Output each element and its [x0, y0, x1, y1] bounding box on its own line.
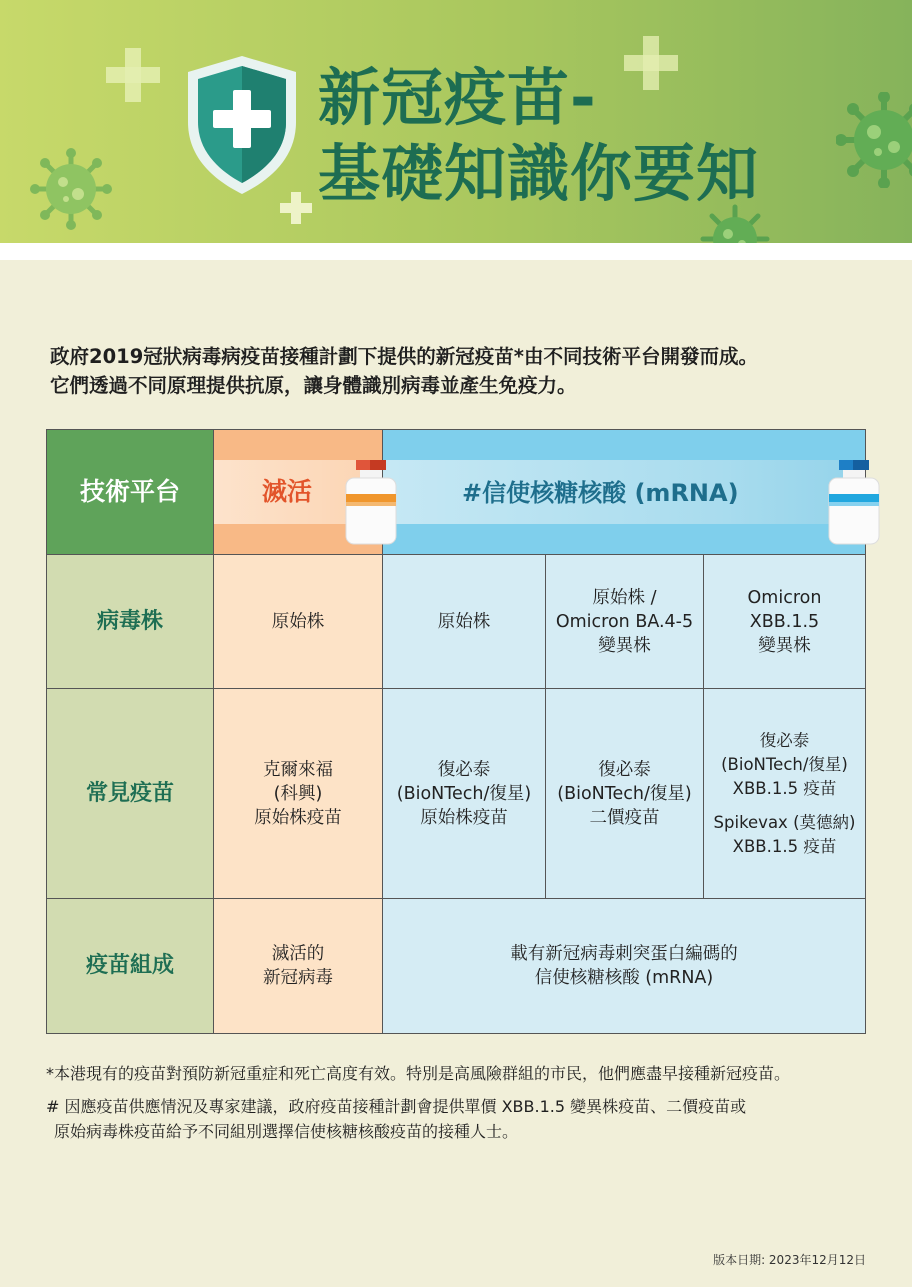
footnote-hash-line2: 原始病毒株疫苗給予不同組別選擇信使核糖核酸疫苗的接種人士。	[54, 1122, 519, 1141]
header-banner	[0, 0, 912, 243]
intro-paragraph	[50, 342, 880, 400]
cell-text: (科興)	[273, 783, 323, 804]
cell-text: Omicron BA.4-5	[555, 611, 694, 632]
version-date: 版本日期: 2023年12月12日	[713, 1253, 866, 1267]
row-label-text: 病毒株	[96, 608, 163, 634]
cell-text: 復必泰	[437, 759, 491, 780]
header-mrna-label: #信使核糖核酸 (mRNA)	[462, 479, 739, 507]
cell-text: 復必泰	[598, 759, 651, 780]
intro-line: 它們透過不同原理提供抗原，讓身體識別病毒並產生免疫力。	[50, 374, 577, 397]
cell-text: 克爾來福	[263, 759, 333, 780]
header-platform-label: 技術平台	[79, 477, 180, 506]
cell-text: 滅活的	[271, 944, 325, 964]
table-cell	[545, 554, 704, 689]
cell-text: 原始株	[271, 611, 325, 632]
cell-text: 原始株	[437, 611, 491, 632]
table-cell	[382, 688, 546, 899]
cell-text: (BioNTech/復星)	[396, 783, 532, 804]
cell-text: XBB.1.5	[749, 611, 820, 632]
cell-text: 載有新冠病毒刺突蛋白編碼的	[510, 944, 738, 964]
page-title-line1: 新冠疫苗-	[318, 61, 597, 134]
cell-text: Omicron	[747, 587, 822, 608]
cell-text: 原始株 /	[592, 587, 657, 608]
cell-text: XBB.1.5 疫苗	[732, 778, 837, 798]
plus-icon	[106, 48, 160, 102]
table-cell	[213, 688, 383, 899]
table-cell	[703, 688, 866, 899]
footnote-asterisk: *本港現有的疫苗對預防新冠重症和死亡高度有效。特別是高風險群組的市民，他們應盡早接種新冠疫苗。	[46, 1064, 791, 1083]
header-inactivated-label: 滅活	[262, 477, 313, 506]
cell-text: 變異株	[758, 635, 811, 656]
table-cell	[213, 898, 383, 1034]
cell-text: 復必泰	[759, 730, 810, 750]
cell-text: XBB.1.5 疫苗	[732, 836, 837, 856]
cell-text: 信使核糖核酸 (mRNA)	[534, 968, 714, 988]
table-cell	[703, 554, 866, 689]
page-title-line2: 基礎知識你要知	[318, 137, 760, 210]
vaccine-vial-icon	[825, 458, 883, 548]
shield-plus-icon	[182, 52, 302, 198]
plus-icon	[624, 36, 678, 90]
table-cell	[382, 898, 866, 1034]
cell-text: (BioNTech/復星)	[557, 783, 692, 804]
row-label-vaccines	[46, 688, 214, 899]
header-platform	[46, 429, 214, 555]
table-cell	[213, 554, 383, 689]
table-cell	[545, 688, 704, 899]
cell-text: Spikevax (莫德納)	[713, 812, 856, 832]
cell-text: 變異株	[598, 635, 651, 656]
cell-text: 二價疫苗	[589, 807, 660, 828]
cell-text: (BioNTech/復星)	[721, 754, 848, 774]
row-label-strain	[46, 554, 214, 689]
row-label-composition	[46, 898, 214, 1034]
banner-divider	[0, 243, 912, 260]
cell-text: 原始株疫苗	[254, 807, 342, 828]
intro-line: 政府2019冠狀病毒病疫苗接種計劃下提供的新冠疫苗*由不同技術平台開發而成。	[50, 345, 758, 368]
row-label-text: 常見疫苗	[85, 780, 174, 806]
cell-text: 原始株疫苗	[420, 807, 508, 828]
footnote-hash-line1: # 因應疫苗供應情況及專家建議，政府疫苗接種計劃會提供單價 XBB.1.5 變異株疫苗、二價疫苗或	[46, 1097, 747, 1116]
virus-icon	[836, 92, 912, 188]
virus-icon	[30, 148, 112, 230]
row-label-text: 疫苗組成	[85, 953, 174, 978]
vaccine-vial-icon	[342, 458, 400, 548]
cell-text: 新冠病毒	[263, 968, 333, 988]
table-cell	[382, 554, 546, 689]
